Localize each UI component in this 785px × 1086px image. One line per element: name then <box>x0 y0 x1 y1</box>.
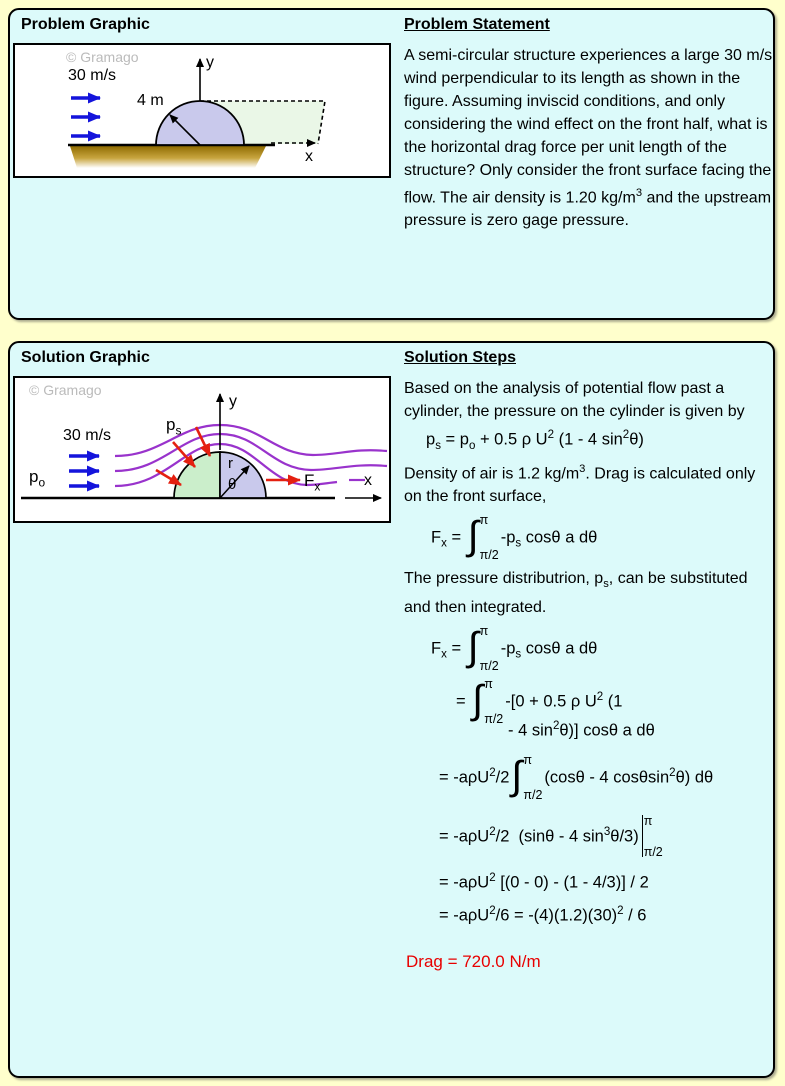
solution-step: The pressure distributrion, $p_s$, can be substituted and then integrated. <box>404 570 748 617</box>
solution-step: = ∫ π π/2 -[0 + 0.5 ρ $U^2$ (1 <box>456 677 623 727</box>
solution-graphic-box <box>13 376 391 523</box>
integral-sign: ∫ π π/2 <box>467 513 499 563</box>
evaluation-bar: π π/2 <box>643 813 663 859</box>
y-axis-label: y <box>206 54 214 71</box>
solution-step: $F_x$ = ∫ π π/2 $-p_s$ cosθ a dθ <box>431 624 598 674</box>
theta-label: θ <box>228 476 237 493</box>
drag-force-label: $F_x$ <box>304 471 321 494</box>
solution-step: Density of air is 1.2 $kg/m^3$. Drag is calculated only on the front surface, <box>404 462 756 506</box>
problem-statement-text: A semi-circular structure experiences a large 30 m/s wind perpendicular to its length as shown in the figure. Assuming inviscid conditions, and only considering the wind effect on the front half, what is the horizontal drag force per unit length of the structure? Only consider the front surface facing the flow. The air density is 1.20 $kg/m^3$ and the upstream pressure is zero gage pressure. <box>404 47 773 230</box>
problem-panel <box>8 8 775 320</box>
solution-step: = $-a\rho U^2/6 = -(4)(1.2)(30)^2 / 6$ <box>439 905 647 925</box>
solution-step: = -aρU$^2$ [(0 - 0) - (1 - 4/3)] / 2 <box>439 871 649 892</box>
integral-sign: ∫ π π/2 <box>511 752 543 802</box>
solution-graphic-title: Solution Graphic <box>21 349 150 366</box>
solution-panel <box>8 341 775 1078</box>
wind-speed-label: 30 m/s <box>63 427 112 444</box>
solution-steps-title: Solution Steps <box>404 349 516 366</box>
x-axis-label: x <box>305 148 313 165</box>
solution-graphic-drawing <box>15 378 389 521</box>
solution-steps-list <box>404 377 776 972</box>
radius-label: r <box>228 455 233 472</box>
problem-graphic-title: Problem Graphic <box>21 16 150 33</box>
watermark: © Gramago <box>66 49 139 65</box>
solution-result: Drag = 720.0 N/m <box>406 951 541 971</box>
problem-statement-column <box>404 16 776 232</box>
solution-step: $p_s = p_o + 0.5$ ρ $U^2$ (1 - 4 $\sin^2\theta$) <box>426 429 644 452</box>
x-axis-label: x <box>364 472 372 489</box>
surface-pressure-label: $p_s$ <box>166 415 182 438</box>
integral-sign: ∫ π π/2 <box>472 677 504 727</box>
wind-arrows <box>71 98 100 136</box>
solution-step: = -aρU$^2$/2 (sinθ - 4 $\sin^3\theta/3$) π π/2 <box>439 813 663 859</box>
solution-steps-column <box>404 349 776 972</box>
solution-step: Based on the analysis of potential flow past a cylinder, the pressure on the cylinder is given by <box>404 380 745 420</box>
ground <box>70 146 266 168</box>
watermark: © Gramago <box>29 382 102 398</box>
problem-graphic-box <box>13 43 391 178</box>
upstream-pressure-label: $p_o$ <box>29 467 46 490</box>
solution-step: = -aρU$^2$/2 ∫ π π/2 (cosθ - 4 cosθsin$^2$θ) dθ <box>439 752 714 802</box>
radius-label: 4 m <box>137 92 164 109</box>
y-axis-label: y <box>229 393 237 410</box>
solution-step: - 4 $\sin^2\theta$)] cosθ a dθ <box>508 720 655 740</box>
solution-step: $F_x$ = ∫ π π/2 $-p_s$ cosθ a dθ <box>431 513 598 563</box>
wind-arrows <box>69 456 99 486</box>
wind-speed-label: 30 m/s <box>68 67 117 84</box>
problem-statement-title: Problem Statement <box>404 16 550 33</box>
integral-sign: ∫ π π/2 <box>467 624 499 674</box>
